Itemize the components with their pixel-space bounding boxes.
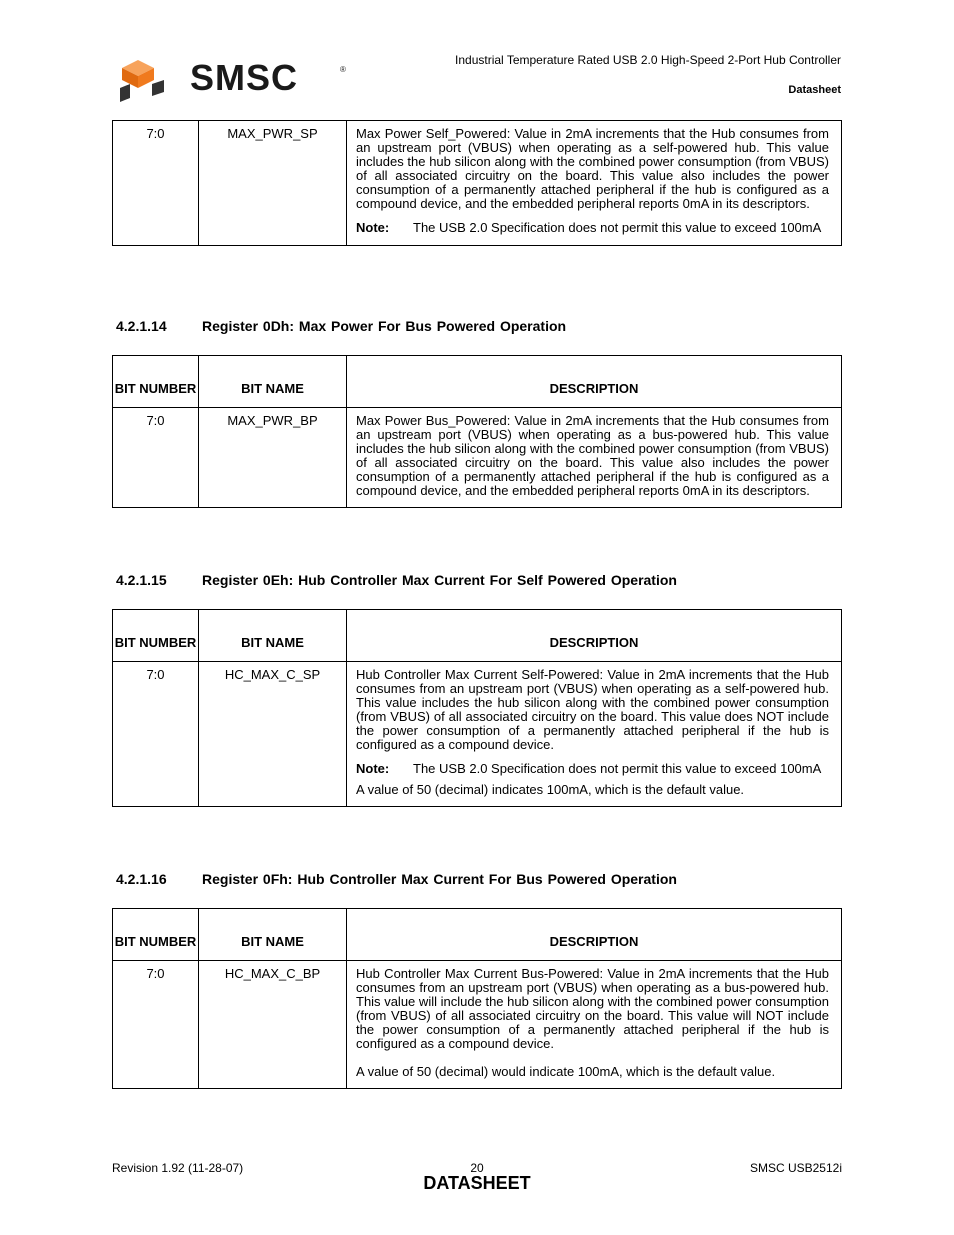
note bbox=[356, 760, 829, 777]
description-text: Max Power Self_Powered: Value in 2mA increments that the Hub consumes from an upstream port (VBUS) when operating as a self-powered hub. This value includes the hub silicon along with the combined power consumption (from VBUS) of all associated circuitry on the board. This value also includes the power consumption of a permanently attached peripheral if the hub is configured as a compound device, and the embedded peripheral reports 0mA in its descriptors. bbox=[356, 126, 829, 211]
bit-number-cell: 7:0 bbox=[113, 408, 199, 508]
header-description: DESCRIPTION bbox=[347, 356, 842, 408]
bit-name-cell: MAX_PWR_BP bbox=[199, 408, 347, 508]
svg-text:®: ® bbox=[340, 65, 346, 74]
table-row bbox=[113, 961, 842, 1089]
table-row bbox=[113, 121, 842, 246]
description-text: Hub Controller Max Current Bus-Powered: Value in 2mA increments that the Hub consumes from an upstream port (VBUS) when operating as a bus-powered hub. This value will include the hub silicon along with the combined power consumption (from VBUS) of all associated circuitry on the board. This value will NOT include the power consumption of a permanently attached peripheral if the hub is configured as a compound device. bbox=[356, 966, 829, 1051]
section-heading bbox=[116, 871, 677, 887]
section-title: Register 0Dh: Max Power For Bus Powered Operation bbox=[202, 318, 567, 334]
bit-name-cell: HC_MAX_C_SP bbox=[199, 662, 347, 807]
svg-text:SMSC: SMSC bbox=[190, 58, 299, 98]
footer-revision: Revision 1.92 (11-28-07) bbox=[112, 1161, 244, 1175]
smsc-logo bbox=[116, 58, 348, 102]
footer-page-number: 20 bbox=[470, 1161, 484, 1175]
register-table-0 bbox=[112, 120, 842, 246]
table-header-row bbox=[113, 909, 842, 961]
header-description: DESCRIPTION bbox=[347, 909, 842, 961]
description-cell bbox=[347, 961, 842, 1089]
section-title: Register 0Fh: Hub Controller Max Current For Bus Powered Operation bbox=[202, 871, 677, 887]
bit-number-cell: 7:0 bbox=[113, 662, 199, 807]
section-number: 4.2.1.15 bbox=[116, 572, 167, 588]
description-cell bbox=[347, 408, 842, 508]
header-bit-number: BIT NUMBER bbox=[113, 356, 199, 408]
table-header-row bbox=[113, 356, 842, 408]
section-number: 4.2.1.14 bbox=[116, 318, 167, 334]
description-cell bbox=[347, 662, 842, 807]
register-table-0dh bbox=[112, 355, 842, 508]
table-row bbox=[113, 662, 842, 807]
table-header-row bbox=[113, 610, 842, 662]
note-label: Note: bbox=[356, 220, 390, 235]
note bbox=[356, 219, 829, 236]
header-bit-number: BIT NUMBER bbox=[113, 909, 199, 961]
bit-name-cell: MAX_PWR_SP bbox=[199, 121, 347, 246]
bit-number-cell: 7:0 bbox=[113, 961, 199, 1089]
logo-mark-icon bbox=[120, 60, 164, 102]
section-title: Register 0Eh: Hub Controller Max Current For Self Powered Operation bbox=[202, 572, 677, 588]
table-row bbox=[113, 408, 842, 508]
header-bit-name: BIT NAME bbox=[199, 909, 347, 961]
footer-product: SMSC USB2512i bbox=[749, 1161, 842, 1175]
header-bit-name: BIT NAME bbox=[199, 356, 347, 408]
description-text: Max Power Bus_Powered: Value in 2mA increments that the Hub consumes from an upstream port (VBUS) when operating as a bus-powered hub. This value includes the hub silicon along with the combined power consumption (from VBUS) of all associated circuitry on the board. This value also includes the power consumption of a permanently attached peripheral if the hub is configured as a compound device, and the embedded peripheral reports 0mA in its descriptors. bbox=[356, 413, 829, 498]
bit-name-cell: HC_MAX_C_BP bbox=[199, 961, 347, 1089]
section-number: 4.2.1.16 bbox=[116, 871, 167, 887]
header-bit-number: BIT NUMBER bbox=[113, 610, 199, 662]
section-heading bbox=[116, 318, 566, 334]
footer-datasheet-label: DATASHEET bbox=[423, 1173, 531, 1193]
section-heading bbox=[116, 572, 677, 588]
note-label: Note: bbox=[356, 761, 390, 776]
register-table-0fh bbox=[112, 908, 842, 1089]
default-value-text: A value of 50 (decimal) indicates 100mA, which is the default value. bbox=[356, 782, 745, 797]
header-bit-name: BIT NAME bbox=[199, 610, 347, 662]
document-title: Industrial Temperature Rated USB 2.0 High-Speed 2-Port Hub Controller bbox=[455, 53, 841, 67]
default-value-text: A value of 50 (decimal) would indicate 100mA, which is the default value. bbox=[356, 1064, 776, 1079]
description-text: Hub Controller Max Current Self-Powered: Value in 2mA increments that the Hub consumes from an upstream port (VBUS) when operating as a self-powered hub. This value includes the hub silicon along with the combined power consumption (from VBUS) of all associated circuitry on the board. This value does NOT include the power consumption of a permanently attached peripheral if the hub is configured as a compound device. bbox=[356, 667, 829, 752]
description-cell bbox=[347, 121, 842, 246]
document-subtitle: Datasheet bbox=[788, 84, 841, 96]
bit-number-cell: 7:0 bbox=[113, 121, 199, 246]
note-text: The USB 2.0 Specification does not permit this value to exceed 100mA bbox=[413, 761, 822, 776]
header-description: DESCRIPTION bbox=[347, 610, 842, 662]
register-table-0eh bbox=[112, 609, 842, 807]
note-text: The USB 2.0 Specification does not permit this value to exceed 100mA bbox=[413, 220, 822, 235]
